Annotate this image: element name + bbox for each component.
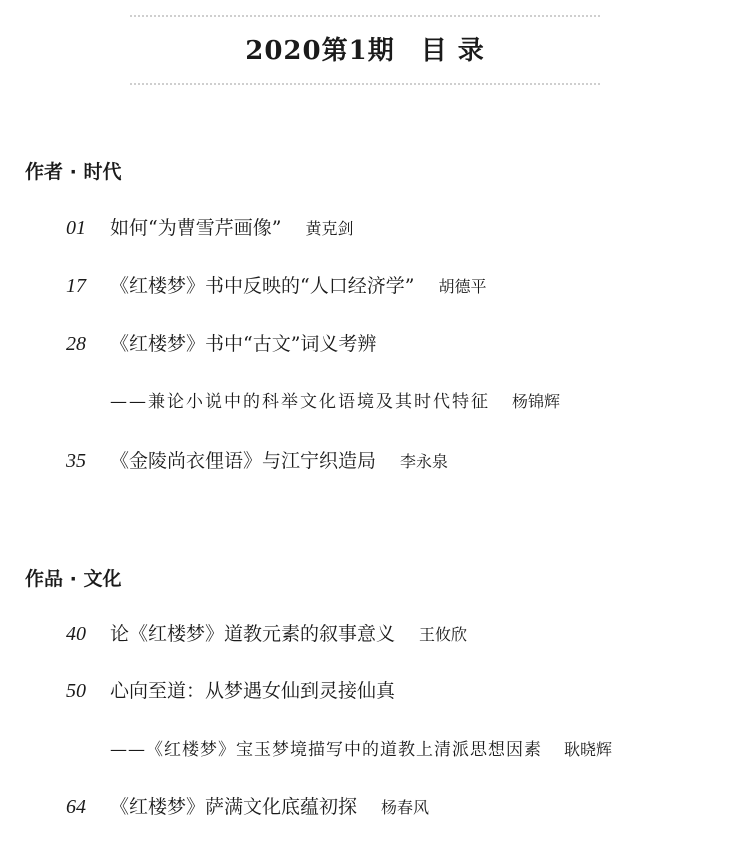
toc-entry-subtitle (110, 388, 560, 416)
article-author: 杨锦辉 (512, 392, 561, 411)
top-dotted-rule (130, 15, 600, 17)
bottom-dotted-rule (130, 83, 600, 85)
article-subtitle: ——《红楼梦》宝玉梦境描写中的道教上清派思想因素 (110, 740, 542, 760)
article-author: 耿晓辉 (564, 740, 613, 759)
article-title: 《红楼梦》萨满文化底蕴初探 (110, 796, 358, 818)
page-number: 40 (66, 623, 86, 645)
article-title: 心向至道：从梦遇女仙到灵接仙真 (110, 680, 396, 702)
page-title (0, 30, 730, 67)
article-author: 黄克剑 (305, 219, 354, 238)
issue-label: 2020第1期 (245, 36, 395, 66)
article-author: 胡德平 (438, 277, 487, 296)
page-number: 50 (66, 680, 86, 702)
section-heading-author-era: 作者 · 时代 (25, 161, 122, 183)
article-title: 《红楼梦》书中反映的“人口经济学” (110, 275, 415, 297)
article-title: 如何“为曹雪芹画像” (110, 217, 282, 239)
page-number: 28 (66, 333, 86, 355)
page-number: 35 (66, 450, 86, 472)
article-title: 《金陵尚衣俚语》与江宁织造局 (110, 450, 377, 472)
toc-entry[interactable] (66, 447, 448, 475)
section-heading-work-culture: 作品 · 文化 (25, 568, 122, 590)
article-author: 杨春风 (381, 798, 430, 817)
toc-entry[interactable] (66, 272, 486, 300)
toc-entry[interactable] (66, 620, 467, 648)
article-subtitle: ——兼论小说中的科举文化语境及其时代特征 (110, 392, 490, 412)
page-number: 17 (66, 275, 86, 297)
article-author: 李永泉 (400, 452, 449, 471)
toc-entry-subtitle (110, 736, 612, 764)
page-number: 01 (66, 217, 86, 239)
toc-entry[interactable] (66, 330, 376, 358)
page-number: 64 (66, 796, 86, 818)
article-author: 王攸欣 (419, 625, 468, 644)
article-title: 论《红楼梦》道教元素的叙事意义 (110, 623, 396, 645)
article-title: 《红楼梦》书中“古文”词义考辨 (110, 333, 377, 355)
toc-entry[interactable] (66, 677, 395, 705)
contents-heading: 目 录 (420, 36, 485, 66)
toc-entry[interactable] (66, 793, 429, 821)
toc-entry[interactable] (66, 214, 353, 242)
